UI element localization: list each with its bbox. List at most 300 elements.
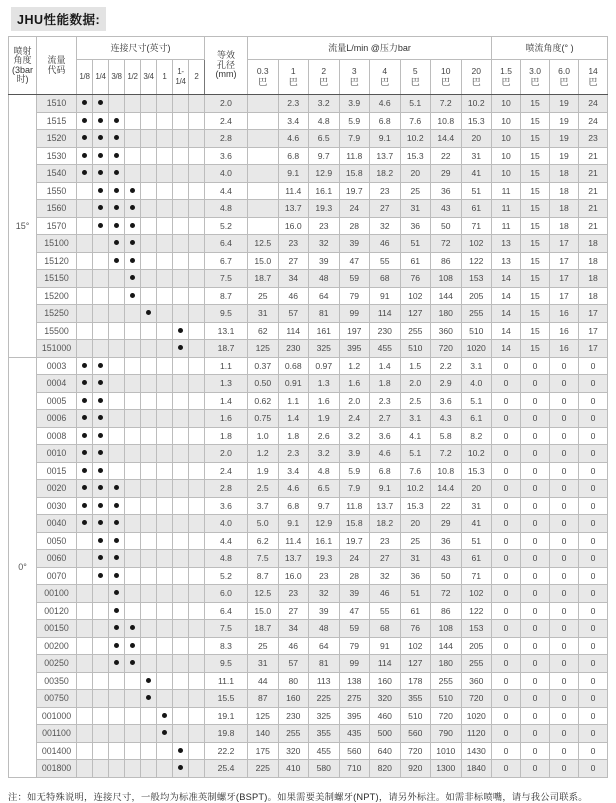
- dot-cell: [141, 672, 157, 690]
- angle-value-cell: 0: [550, 690, 579, 708]
- flow-value-cell: 18.7: [248, 270, 279, 288]
- flow-value-cell: 76: [400, 270, 431, 288]
- aperture-cell: 22.2: [205, 742, 248, 760]
- connection-dot-icon: [130, 625, 135, 630]
- dot-cell: [93, 95, 109, 113]
- pressure-unit: 巴: [380, 77, 390, 87]
- dot-cell: [157, 602, 173, 620]
- flow-value-cell: 15.8: [339, 165, 370, 183]
- dot-cell: [77, 620, 93, 638]
- flow-value-cell: 3.4: [278, 112, 309, 130]
- angle-value-cell: 18: [550, 200, 579, 218]
- connection-dot-icon: [130, 188, 135, 193]
- dot-cell: [77, 760, 93, 778]
- flow-value-cell: 68: [370, 620, 401, 638]
- connection-dot-icon: [178, 328, 183, 333]
- angle-value-cell: 0: [521, 742, 550, 760]
- dot-cell: [109, 462, 125, 480]
- flow-value-cell: 81: [309, 655, 340, 673]
- aperture-cell: 9.5: [205, 655, 248, 673]
- connection-dot-icon: [178, 765, 183, 770]
- flow-value-cell: 10.8: [431, 112, 462, 130]
- connection-dot-icon: [98, 433, 103, 438]
- dot-cell: [173, 305, 189, 323]
- dot-cell: [141, 515, 157, 533]
- flow-value-cell: 23: [278, 235, 309, 253]
- dot-cell: [77, 217, 93, 235]
- table-row: [9, 357, 608, 375]
- angle-value-cell: 14: [492, 270, 521, 288]
- flow-value-cell: 7.2: [431, 445, 462, 463]
- flow-pressure-header: [339, 60, 370, 95]
- dot-cell: [93, 550, 109, 568]
- pressure-value: 1.5: [500, 66, 512, 76]
- dot-cell: [77, 637, 93, 655]
- dot-cell: [77, 322, 93, 340]
- dot-cell: [189, 585, 205, 603]
- dot-cell: [189, 690, 205, 708]
- connection-dot-icon: [162, 730, 167, 735]
- angle-value-cell: 0: [579, 392, 608, 410]
- dot-cell: [141, 655, 157, 673]
- dot-cell: [141, 147, 157, 165]
- connection-dot-icon: [114, 608, 119, 613]
- dot-cell: [77, 182, 93, 200]
- flow-value-cell: 59: [339, 620, 370, 638]
- flow-value-cell: 79: [339, 287, 370, 305]
- table-row: [9, 462, 608, 480]
- aperture-cell: 1.8: [205, 427, 248, 445]
- flow-value-cell: 64: [309, 637, 340, 655]
- flow-value-cell: [248, 217, 279, 235]
- flow-value-cell: 360: [431, 322, 462, 340]
- angle-value-cell: 0: [521, 602, 550, 620]
- flow-value-cell: 68: [370, 270, 401, 288]
- dot-cell: [93, 392, 109, 410]
- flow-value-cell: 6.2: [248, 532, 279, 550]
- connection-dot-icon: [146, 695, 151, 700]
- dot-cell: [109, 497, 125, 515]
- dot-cell: [157, 340, 173, 358]
- angle-value-cell: 0: [579, 375, 608, 393]
- connection-dot-icon: [98, 450, 103, 455]
- dot-cell: [157, 305, 173, 323]
- dot-cell: [93, 462, 109, 480]
- connection-dot-icon: [98, 468, 103, 473]
- flow-value-cell: 0.62: [248, 392, 279, 410]
- angle-value-cell: 0: [579, 497, 608, 515]
- flow-value-cell: 81: [309, 305, 340, 323]
- flow-value-cell: 12.9: [309, 165, 340, 183]
- flow-code-cell: 15150: [37, 270, 77, 288]
- flow-value-cell: 720: [431, 707, 462, 725]
- flow-value-cell: 2.5: [248, 480, 279, 498]
- flow-value-cell: 10.8: [431, 462, 462, 480]
- dot-cell: [77, 252, 93, 270]
- flow-value-cell: 5.1: [400, 445, 431, 463]
- dot-cell: [141, 725, 157, 743]
- flow-code-cell: 0004: [37, 375, 77, 393]
- dot-cell: [93, 112, 109, 130]
- flow-value-cell: 19.7: [339, 532, 370, 550]
- flow-value-cell: 102: [400, 637, 431, 655]
- flow-value-cell: 36: [400, 217, 431, 235]
- flow-value-cell: 0.68: [278, 357, 309, 375]
- dot-cell: [189, 427, 205, 445]
- flow-code-cell: 00100: [37, 585, 77, 603]
- dot-cell: [173, 200, 189, 218]
- flow-value-cell: 15.3: [400, 147, 431, 165]
- connection-dot-icon: [114, 223, 119, 228]
- flow-value-cell: 5.1: [461, 392, 492, 410]
- flow-value-cell: 13.7: [278, 550, 309, 568]
- flow-value-cell: 23: [370, 182, 401, 200]
- dot-cell: [93, 322, 109, 340]
- angle-value-cell: 0: [550, 620, 579, 638]
- flow-value-cell: 1430: [461, 742, 492, 760]
- angle-value-cell: 16: [550, 305, 579, 323]
- angle-value-cell: 21: [579, 217, 608, 235]
- dot-cell: [157, 182, 173, 200]
- flow-value-cell: 500: [370, 725, 401, 743]
- pressure-unit: 巴: [441, 77, 451, 87]
- dot-cell: [173, 567, 189, 585]
- dot-cell: [157, 760, 173, 778]
- dot-cell: [173, 725, 189, 743]
- angle-value-cell: 0: [492, 725, 521, 743]
- dot-cell: [157, 620, 173, 638]
- connection-dot-icon: [114, 625, 119, 630]
- flow-value-cell: 325: [309, 340, 340, 358]
- connection-dot-icon: [82, 520, 87, 525]
- angle-value-cell: 0: [492, 620, 521, 638]
- angle-value-cell: 0: [521, 445, 550, 463]
- angle-value-cell: 24: [579, 95, 608, 113]
- flow-value-cell: 4.6: [278, 130, 309, 148]
- flow-value-cell: 16.1: [309, 182, 340, 200]
- dot-cell: [77, 550, 93, 568]
- pressure-unit: 巴: [349, 77, 359, 87]
- flow-value-cell: 12.5: [248, 235, 279, 253]
- dot-cell: [189, 760, 205, 778]
- angle-value-cell: 0: [550, 655, 579, 673]
- flow-code-cell: 15250: [37, 305, 77, 323]
- connection-dot-icon: [114, 153, 119, 158]
- flow-value-cell: 5.0: [248, 515, 279, 533]
- flow-value-cell: 1.6: [309, 392, 340, 410]
- dot-cell: [77, 200, 93, 218]
- dot-cell: [157, 725, 173, 743]
- angle-value-cell: 0: [579, 655, 608, 673]
- angle-value-cell: 17: [550, 235, 579, 253]
- flow-code-cell: 1540: [37, 165, 77, 183]
- dot-cell: [125, 270, 141, 288]
- pressure-value: 5: [412, 66, 418, 76]
- flow-value-cell: 31: [248, 655, 279, 673]
- angle-value-cell: 0: [550, 497, 579, 515]
- dot-cell: [141, 637, 157, 655]
- dot-cell: [109, 182, 125, 200]
- flow-code-cell: 0030: [37, 497, 77, 515]
- dot-cell: [141, 760, 157, 778]
- dot-cell: [157, 147, 173, 165]
- dot-cell: [173, 480, 189, 498]
- flow-pressure-header: [431, 60, 462, 95]
- dot-cell: [189, 620, 205, 638]
- flow-value-cell: 0.50: [248, 375, 279, 393]
- dot-cell: [93, 410, 109, 428]
- pressure-unit: 巴: [258, 77, 268, 87]
- angle-value-cell: 15: [521, 200, 550, 218]
- flow-pressure-header: [248, 60, 279, 95]
- dot-cell: [125, 462, 141, 480]
- dot-cell: [125, 410, 141, 428]
- flow-value-cell: 46: [278, 637, 309, 655]
- flow-value-cell: 4.3: [431, 410, 462, 428]
- dot-cell: [93, 357, 109, 375]
- flow-code-cell: 15120: [37, 252, 77, 270]
- aperture-cell: 2.0: [205, 445, 248, 463]
- aperture-cell: 2.8: [205, 480, 248, 498]
- aperture-cell: 1.3: [205, 375, 248, 393]
- flow-value-cell: 3.6: [370, 427, 401, 445]
- flow-value-cell: 11.4: [278, 532, 309, 550]
- dot-cell: [93, 217, 109, 235]
- dot-cell: [189, 497, 205, 515]
- spray-width-group-header: 喷流角度(° ): [492, 37, 608, 60]
- flow-value-cell: 19.3: [309, 200, 340, 218]
- dot-cell: [141, 497, 157, 515]
- aperture-cell: 9.5: [205, 305, 248, 323]
- connection-dot-icon: [130, 660, 135, 665]
- dot-cell: [173, 235, 189, 253]
- pressure-unit: 巴: [530, 77, 540, 87]
- angle-value-cell: 0: [579, 637, 608, 655]
- angle-value-cell: 0: [492, 532, 521, 550]
- dot-cell: [93, 760, 109, 778]
- pressure-value: 3: [351, 66, 357, 76]
- flow-value-cell: 18.7: [248, 620, 279, 638]
- flow-value-cell: 86: [431, 252, 462, 270]
- dot-cell: [109, 672, 125, 690]
- flow-value-cell: 14.4: [431, 130, 462, 148]
- angle-value-cell: 0: [521, 707, 550, 725]
- angle-value-cell: 0: [579, 690, 608, 708]
- flow-pressure-header: [370, 60, 401, 95]
- table-row: [9, 620, 608, 638]
- connection-size-header: 1-1/4: [173, 60, 189, 95]
- dot-cell: [141, 270, 157, 288]
- connection-dot-icon: [114, 555, 119, 560]
- dot-cell: [125, 200, 141, 218]
- dot-cell: [157, 375, 173, 393]
- flow-value-cell: 25: [400, 182, 431, 200]
- dot-cell: [109, 235, 125, 253]
- table-body: [9, 95, 608, 778]
- aperture-cell: 1.4: [205, 392, 248, 410]
- dot-cell: [189, 340, 205, 358]
- dot-cell: [77, 95, 93, 113]
- table-row: [9, 480, 608, 498]
- flow-value-cell: 3.2: [309, 445, 340, 463]
- flow-value-cell: 86: [431, 602, 462, 620]
- aperture-cell: 4.4: [205, 532, 248, 550]
- flow-value-cell: 2.0: [339, 392, 370, 410]
- dot-cell: [157, 95, 173, 113]
- dot-cell: [173, 550, 189, 568]
- angle-value-cell: 0: [521, 567, 550, 585]
- flow-value-cell: 24: [339, 200, 370, 218]
- dot-cell: [109, 252, 125, 270]
- flow-value-cell: 22: [431, 147, 462, 165]
- flow-value-cell: 275: [339, 690, 370, 708]
- table-row: [9, 725, 608, 743]
- flow-value-cell: 0.91: [278, 375, 309, 393]
- angle-value-cell: 0: [521, 760, 550, 778]
- flow-value-cell: 255: [461, 655, 492, 673]
- table-row: [9, 112, 608, 130]
- angle-value-cell: 0: [550, 375, 579, 393]
- dot-cell: [189, 462, 205, 480]
- flow-value-cell: 640: [370, 742, 401, 760]
- flow-value-cell: 5.1: [400, 95, 431, 113]
- flow-value-cell: 80: [278, 672, 309, 690]
- flow-value-cell: 5.9: [339, 112, 370, 130]
- dot-cell: [77, 480, 93, 498]
- dot-cell: [93, 200, 109, 218]
- flow-value-cell: 1.9: [309, 410, 340, 428]
- aperture-cell: 18.7: [205, 340, 248, 358]
- flow-value-cell: 180: [431, 655, 462, 673]
- angle-value-cell: 15: [521, 95, 550, 113]
- connection-dot-icon: [114, 503, 119, 508]
- pressure-unit: 巴: [410, 77, 420, 87]
- dot-cell: [141, 322, 157, 340]
- dot-cell: [157, 392, 173, 410]
- flow-code-cell: 001000: [37, 707, 77, 725]
- dot-cell: [157, 655, 173, 673]
- pressure-value: 14: [588, 66, 598, 76]
- flow-code-header: [37, 37, 77, 95]
- angle-value-cell: 0: [579, 427, 608, 445]
- flow-value-cell: 720: [400, 742, 431, 760]
- angle-value-cell: 21: [579, 182, 608, 200]
- table-row: [9, 130, 608, 148]
- flow-value-cell: 720: [461, 690, 492, 708]
- dot-cell: [109, 620, 125, 638]
- dot-cell: [157, 252, 173, 270]
- dot-cell: [125, 655, 141, 673]
- flow-value-cell: 225: [248, 760, 279, 778]
- flow-value-cell: 5.8: [431, 427, 462, 445]
- connection-dot-icon: [114, 205, 119, 210]
- flow-value-cell: 24: [339, 550, 370, 568]
- flow-value-cell: 230: [278, 707, 309, 725]
- table-row: [9, 742, 608, 760]
- dot-cell: [109, 112, 125, 130]
- connection-dot-icon: [130, 240, 135, 245]
- angle-value-cell: 0: [550, 567, 579, 585]
- dot-cell: [173, 375, 189, 393]
- angle-value-cell: 0: [550, 602, 579, 620]
- dot-cell: [141, 707, 157, 725]
- flow-value-cell: 1.2: [339, 357, 370, 375]
- flow-value-cell: 255: [278, 725, 309, 743]
- connection-size-header: 3/4: [141, 60, 157, 95]
- dot-cell: [189, 305, 205, 323]
- connection-dot-icon: [98, 170, 103, 175]
- dot-cell: [109, 637, 125, 655]
- flow-value-cell: 510: [431, 690, 462, 708]
- table-row: [9, 270, 608, 288]
- flow-value-cell: 27: [370, 550, 401, 568]
- header-line: 孔径: [216, 59, 235, 70]
- dot-cell: [93, 532, 109, 550]
- angle-value-cell: 0: [521, 725, 550, 743]
- angle-value-cell: 17: [579, 340, 608, 358]
- angle-value-cell: 0: [492, 462, 521, 480]
- header-row-units: [9, 60, 608, 95]
- dot-cell: [109, 480, 125, 498]
- connection-dot-icon: [178, 345, 183, 350]
- flow-value-cell: 1.3: [309, 375, 340, 393]
- angle-value-cell: 0: [550, 725, 579, 743]
- connection-dot-icon: [98, 503, 103, 508]
- flow-code-cell: 15200: [37, 287, 77, 305]
- flow-value-cell: 16.0: [278, 567, 309, 585]
- dot-cell: [189, 602, 205, 620]
- dot-cell: [157, 357, 173, 375]
- flow-value-cell: 32: [370, 217, 401, 235]
- flow-value-cell: 99: [339, 305, 370, 323]
- connection-dot-icon: [114, 135, 119, 140]
- angle-value-cell: 0: [579, 725, 608, 743]
- connection-dot-icon: [114, 520, 119, 525]
- connection-dot-icon: [82, 503, 87, 508]
- pressure-value: 6.0: [558, 66, 570, 76]
- flow-value-cell: 48: [309, 270, 340, 288]
- dot-cell: [109, 357, 125, 375]
- flow-pressure-header: [278, 60, 309, 95]
- dot-cell: [125, 445, 141, 463]
- connection-dot-icon: [114, 258, 119, 263]
- angle-value-cell: 14: [492, 340, 521, 358]
- angle-value-cell: 14: [492, 322, 521, 340]
- angle-value-cell: 15: [521, 252, 550, 270]
- flow-value-cell: 435: [339, 725, 370, 743]
- aperture-cell: 7.5: [205, 270, 248, 288]
- angle-value-cell: 0: [579, 515, 608, 533]
- angle-value-cell: 13: [492, 235, 521, 253]
- flow-value-cell: 23: [278, 585, 309, 603]
- dot-cell: [141, 95, 157, 113]
- dot-cell: [109, 305, 125, 323]
- angle-value-cell: 14: [492, 305, 521, 323]
- flow-value-cell: 1.4: [278, 410, 309, 428]
- dot-cell: [77, 602, 93, 620]
- flow-value-cell: 16.0: [278, 217, 309, 235]
- connection-size-group-header: 连接尺寸(英寸): [77, 37, 205, 60]
- flow-value-cell: 25: [400, 532, 431, 550]
- flow-value-cell: 32: [309, 235, 340, 253]
- dot-cell: [189, 147, 205, 165]
- angle-value-cell: 17: [579, 322, 608, 340]
- flow-value-cell: 144: [431, 637, 462, 655]
- dot-cell: [77, 427, 93, 445]
- flow-code-cell: 0040: [37, 515, 77, 533]
- aperture-cell: 8.7: [205, 287, 248, 305]
- flow-code-cell: 00250: [37, 655, 77, 673]
